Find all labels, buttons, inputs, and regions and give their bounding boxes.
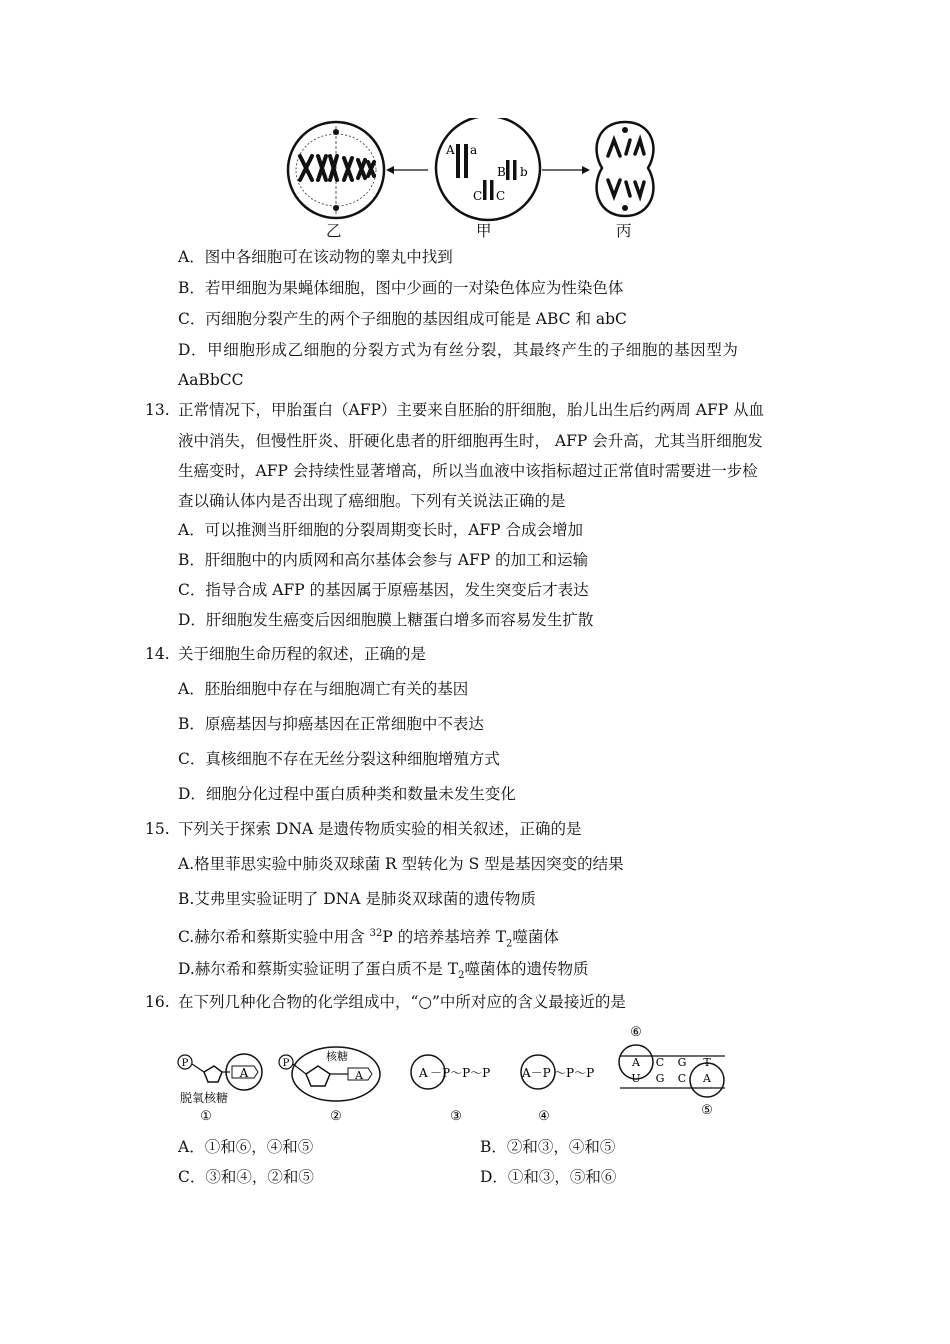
struct4-rest: ～P～P — [554, 1066, 595, 1080]
struct6-num: ⑥ — [630, 1025, 642, 1040]
cell-bing — [597, 122, 654, 216]
q15-option-c-sub: 2 — [506, 938, 513, 950]
cell-jia — [436, 118, 540, 220]
q14-number: 14. — [145, 645, 170, 663]
structure-5-6 — [619, 1025, 725, 1118]
q15-stem: 下列关于探索 DNA 是遗传物质实验的相关叙述，正确的是 — [178, 820, 582, 838]
struct1-sugar-label: 脱氧核糖 — [180, 1091, 229, 1105]
svg-text:C: C — [496, 189, 506, 203]
q15-option-b: B.艾弗里实验证明了 DNA 是肺炎双球菌的遗传物质 — [178, 890, 536, 908]
svg-text:a: a — [470, 143, 478, 157]
q14-option-a: A．胚胎细胞中存在与细胞凋亡有关的基因 — [178, 680, 469, 698]
q15-option-d-pre: D.赫尔希和蔡斯实验证明了蛋白质不是 T — [178, 960, 459, 978]
q15-option-d-post: 噬菌体的遗传物质 — [464, 960, 589, 978]
struct4-a: A－P — [522, 1066, 551, 1080]
q13-option-b: B．肝细胞中的内质网和高尔基体会参与 AFP 的加工和运输 — [178, 551, 589, 569]
q12-option-a: A．图中各细胞可在该动物的睾丸中找到 — [178, 248, 453, 266]
q16-number: 16. — [145, 993, 170, 1011]
struct1-a: A — [239, 1066, 249, 1080]
q15-number: 15. — [145, 820, 170, 838]
q15-option-d-sub: 2 — [458, 970, 465, 982]
top-base-4: T — [703, 1056, 711, 1069]
label-bing: 丙 — [616, 222, 632, 240]
struct2-a: A — [355, 1069, 363, 1082]
struct5-num: ⑤ — [701, 1103, 713, 1118]
q12-option-b: B．若甲细胞为果蝇体细胞，图中少画的一对染色体应为性染色体 — [178, 279, 624, 297]
q15-option-a: A.格里菲思实验中肺炎双球菌 R 型转化为 S 型是基因突变的结果 — [178, 855, 624, 873]
top-base-3: G — [677, 1056, 687, 1069]
q13-option-a: A．可以推测当肝细胞的分裂周期变长时，AFP 合成会增加 — [178, 521, 583, 539]
struct2-sugar-label: 核糖 — [326, 1050, 348, 1063]
q15-option-d — [178, 958, 588, 987]
struct3-num: ③ — [450, 1109, 462, 1124]
q13-stem-2: 液中消失，但慢性肝炎、肝硬化患者的肝细胞再生时， AFP 会升高，尤其当肝细胞发 — [178, 432, 763, 450]
bottom-base-1: U — [631, 1072, 641, 1085]
q13-stem-3: 生癌变时，AFP 会持续性显著增高，所以当血液中该指标超过正常值时需要进一步检 — [178, 462, 758, 480]
structure-2 — [279, 1047, 380, 1124]
q14-stem: 关于细胞生命历程的叙述，正确的是 — [178, 645, 427, 663]
q14-option-d: D．细胞分化过程中蛋白质种类和数量未发生变化 — [178, 785, 516, 803]
q16-option-b: B．②和③，④和⑤ — [480, 1138, 616, 1156]
struct2-p: P — [282, 1058, 290, 1069]
svg-text:C: C — [473, 189, 483, 203]
q16-option-c: C．③和④，②和⑤ — [178, 1168, 314, 1186]
label-jia: 甲 — [476, 222, 492, 240]
q13-stem-1: 正常情况下，甲胎蛋白（AFP）主要来自胚胎的肝细胞，胎儿出生后约两周 AFP 从血 — [178, 401, 765, 419]
q15-option-c-post: 噬菌体 — [512, 928, 559, 947]
q16-stem: 在下列几种化合物的化学组成中，“○”中所对应的含义最接近的是 — [178, 993, 626, 1011]
struct3-a: A — [419, 1066, 428, 1080]
label-yi: 乙 — [326, 222, 342, 240]
struct1-num: ① — [200, 1109, 212, 1124]
q12-option-d: D．甲细胞形成乙细胞的分裂方式为有丝分裂，其最终产生的子细胞的基因型为 — [178, 341, 739, 359]
q12-option-c: C．丙细胞分裂产生的两个子细胞的基因组成可能是 ABC 和 abC — [178, 310, 627, 328]
q15-option-c-sup: 32 — [369, 928, 383, 939]
struct1-p: P — [181, 1058, 189, 1069]
q15-option-c-pre: C.赫尔希和蔡斯实验中用含 — [178, 928, 370, 947]
bottom-base-3: C — [677, 1072, 687, 1085]
struct3-rest: －P～P～P — [430, 1066, 491, 1080]
svg-text:b: b — [520, 165, 528, 179]
q15-option-c — [178, 923, 559, 955]
q12-option-d-cont: AaBbCC — [178, 371, 244, 389]
svg-text:B: B — [497, 165, 506, 179]
bottom-base-4: A — [703, 1072, 711, 1085]
compound-structures-figure — [170, 1020, 740, 1130]
q13-stem-4: 查以确认体内是否出现了癌细胞。下列有关说法正确的是 — [178, 492, 566, 510]
q16-option-a: A．①和⑥，④和⑤ — [178, 1138, 314, 1156]
structure-4 — [521, 1055, 594, 1124]
struct4-num: ④ — [538, 1109, 550, 1124]
svg-text:A: A — [446, 143, 455, 157]
struct2-num: ② — [330, 1109, 342, 1124]
q14-option-b: B．原癌基因与抑癌基因在正常细胞中不表达 — [178, 715, 484, 733]
top-base-2: C — [655, 1056, 665, 1069]
q16-option-d: D．①和③，⑤和⑥ — [480, 1168, 617, 1186]
bottom-base-2: G — [655, 1072, 665, 1085]
cell-yi — [288, 122, 384, 218]
structure-1 — [178, 1054, 262, 1124]
q13-option-c: C．指导合成 AFP 的基因属于原癌基因，发生突变后才表达 — [178, 581, 589, 599]
q15-option-c-mid: P 的培养基培养 T — [382, 928, 507, 947]
q13-option-d: D．肝细胞发生癌变后因细胞膜上糖蛋白增多而容易发生扩散 — [178, 611, 594, 629]
q13-number: 13. — [145, 401, 170, 419]
q14-option-c: C．真核细胞不存在无丝分裂这种细胞增殖方式 — [178, 750, 500, 768]
top-base-1: A — [632, 1056, 640, 1069]
structure-3 — [411, 1055, 490, 1124]
